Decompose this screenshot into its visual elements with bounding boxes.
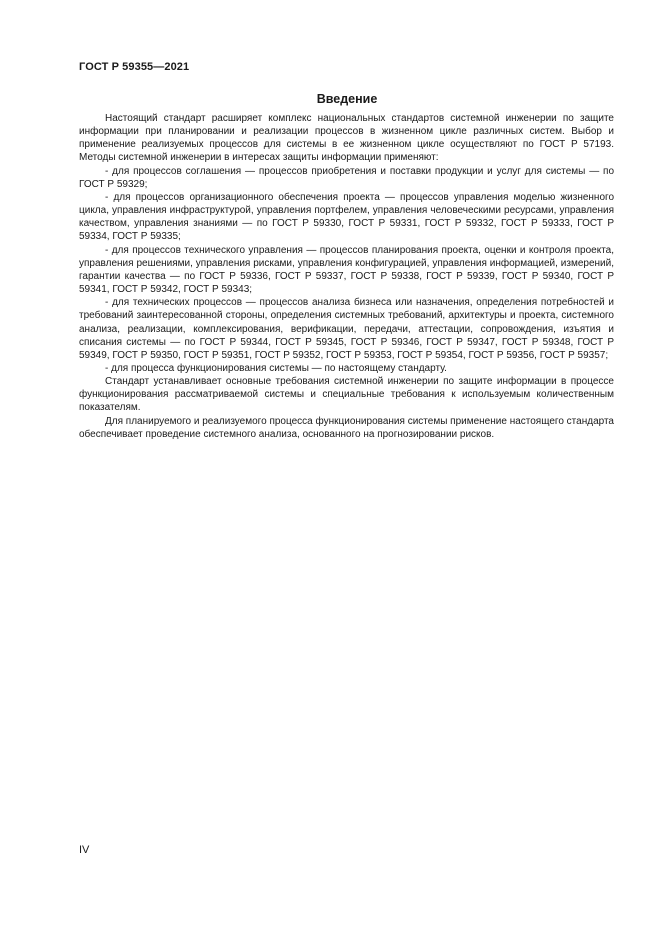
introduction-body <box>79 112 614 441</box>
paragraph-technical-management-processes: - для процессов технического управления — процессов планирования проекта, оценки и контроля проекта, управления решениями, управления рисками, управления конфигурацией, управления информацией, измерений, гарантии качества — по ГОСТ Р 59336, ГОСТ Р 59337, ГОСТ Р 59338, ГОСТ Р 59339, ГОСТ Р 59340, ГОСТ Р 59341, ГОСТ Р 59342, ГОСТ Р 59343; <box>79 244 614 296</box>
section-title: Введение <box>316 92 378 106</box>
paragraph-organizational-processes: - для процессов организационного обеспечения проекта — процессов управления моделью жизненного цикла, управления инфраструктурой, управления портфелем, управления человеческими ресурсами, управления качеством, управления знаниями — по ГОСТ Р 59330, ГОСТ Р 59331, ГОСТ Р 59332, ГОСТ Р 59333, ГОСТ Р 59334, ГОСТ Р 59335; <box>79 191 614 243</box>
paragraph-system-analysis: Для планируемого и реализуемого процесса функционирования системы применение настоящего стандарта обеспечивает проведение системного анализа, основанного на прогнозировании рисков. <box>79 415 614 440</box>
paragraph-intro: Настоящий стандарт расширяет комплекс национальных стандартов системной инженерии по защите информации при планировании и реализации процессов в жизненном цикле различных систем. Выбор и применение реализуемых процессов для системы в ее жизненном цикле осуществляют по ГОСТ Р 57193. Методы системной инженерии в интересах защиты информации применяют: <box>79 113 614 164</box>
paragraph-operation-process: - для процесса функционирования системы — по настоящему стандарту. <box>105 362 447 374</box>
paragraph-technical-processes: - для технических процессов — процессов анализа бизнеса или назначения, определения потребностей и требований заинтересованной стороны, определения системных требований, архитектуры и проекта, системного анализа, реализации, комплексирования, верификации, передачи, аттестации, сопровождения, изъятия и списания системы — по ГОСТ Р 59344, ГОСТ Р 59345, ГОСТ Р 59346, ГОСТ Р 59347, ГОСТ Р 59348, ГОСТ Р 59349, ГОСТ Р 59350, ГОСТ Р 59351, ГОСТ Р 59352, ГОСТ Р 59353, ГОСТ Р 59354, ГОСТ Р 59356, ГОСТ Р 59357; <box>79 297 614 361</box>
paragraph-agreement-processes: - для процессов соглашения — процессов приобретения и поставки продукции и услуг для системы — по ГОСТ Р 59329; <box>79 165 614 190</box>
document-id-header: ГОСТ Р 59355—2021 <box>79 61 190 73</box>
paragraph-requirements: Стандарт устанавливает основные требования системной инженерии по защите информации в процессе функционирования рассматриваемой системы и специальные требования к используемым количественным показателям. <box>79 376 614 414</box>
page-number: IV <box>79 844 90 856</box>
